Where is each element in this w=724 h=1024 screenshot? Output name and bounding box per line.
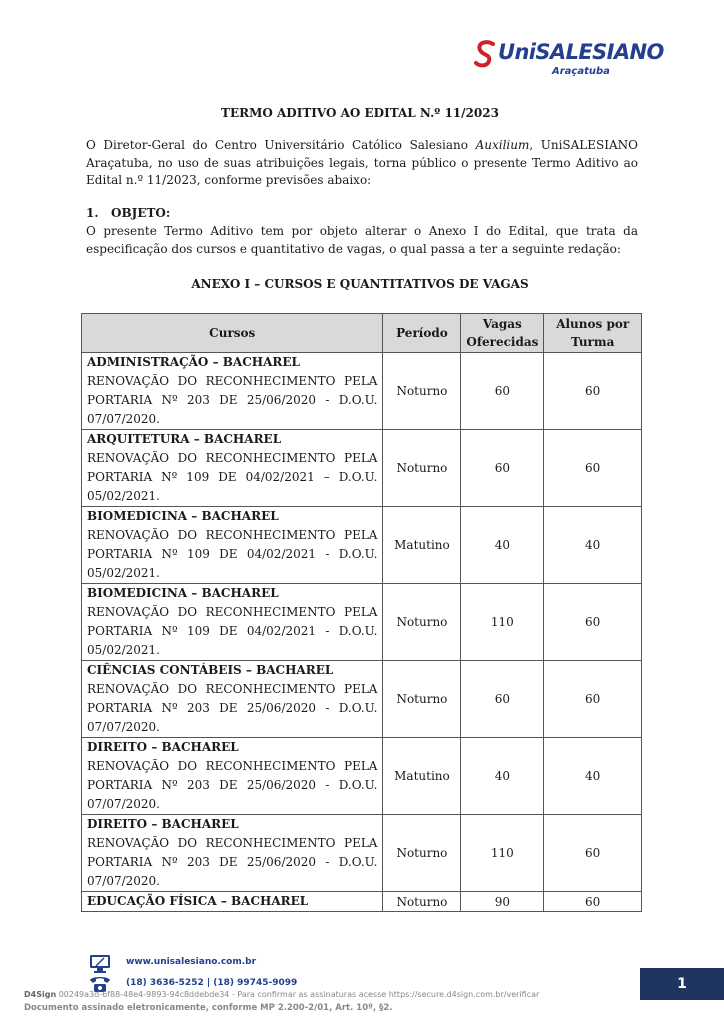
students-cell: 60 (544, 815, 642, 892)
section-1-text: O presente Termo Aditivo tem por objeto alterar o Anexo I do Edital, que trata da especificação dos cursos e quantitativo de vagas, o qual passa a ter a seguinte redação: (86, 224, 638, 256)
course-cell (82, 661, 383, 738)
header-vacancies: Vagas Oferecidas (461, 314, 544, 353)
section-1-heading: 1. OBJETO: (86, 206, 171, 220)
course-description: RENOVAÇÃO DO RECONHECIMENTO PELA PORTARIA Nº 109 DE 04/02/2021 - D.O.U. 05/02/2021. (87, 528, 378, 580)
header-period: Período (383, 314, 461, 353)
intro-text-1: O Diretor-Geral do Centro Universitário Católico Salesiano (86, 138, 476, 152)
period-cell: Noturno (383, 815, 461, 892)
intro-italic: Auxilium (475, 138, 530, 152)
table-row (82, 430, 642, 507)
footer-phones: (18) 3636-5252 | (18) 99745-9099 (126, 978, 298, 988)
monitor-icon (88, 954, 112, 974)
d4sign-legal-note: Documento assinado eletronicamente, conforme MP 2.200-2/01, Art. 10º, §2. (24, 1003, 393, 1013)
footer-website: www.unisalesiano.com.br (126, 957, 257, 967)
table-row (82, 815, 642, 892)
course-name: BIOMEDICINA – BACHAREL (87, 586, 279, 600)
document-title: TERMO ADITIVO AO EDITAL N.º 11/2023 (221, 106, 499, 120)
period-cell: Matutino (383, 738, 461, 815)
students-cell: 60 (544, 584, 642, 661)
vacancies-cell: 60 (461, 430, 544, 507)
logo-wordmark: UniSALESIANO (498, 40, 664, 64)
course-cell (82, 353, 383, 430)
course-cell (82, 430, 383, 507)
vacancies-cell: 40 (461, 738, 544, 815)
course-description: RENOVAÇÃO DO RECONHECIMENTO PELA PORTARIA Nº 203 DE 25/06/2020 - D.O.U. 07/07/2020. (87, 836, 378, 888)
vacancies-cell: 40 (461, 507, 544, 584)
header-courses: Cursos (82, 314, 383, 353)
course-name: DIREITO – BACHAREL (87, 817, 239, 831)
course-description: RENOVAÇÃO DO RECONHECIMENTO PELA PORTARIA Nº 109 DE 04/02/2021 - D.O.U. 05/02/2021. (87, 605, 378, 657)
students-cell: 60 (544, 353, 642, 430)
course-name: ARQUITETURA – BACHAREL (87, 432, 282, 446)
students-cell: 60 (544, 892, 642, 912)
annex-title: ANEXO I – CURSOS E QUANTITATIVOS DE VAGAS (191, 277, 529, 291)
period-cell: Noturno (383, 430, 461, 507)
intro-paragraph (86, 137, 638, 190)
header-students: Alunos por Turma (544, 314, 642, 353)
course-name: DIREITO – BACHAREL (87, 740, 239, 754)
page-number-badge: 1 (640, 968, 724, 1000)
students-cell: 60 (544, 661, 642, 738)
students-cell: 40 (544, 738, 642, 815)
unisalesiano-logo (474, 38, 664, 84)
vacancies-cell: 60 (461, 353, 544, 430)
vacancies-cell: 90 (461, 892, 544, 912)
course-description: RENOVAÇÃO DO RECONHECIMENTO PELA PORTARIA Nº 109 DE 04/02/2021 – D.O.U. 05/02/2021. (87, 451, 378, 503)
table-row (82, 661, 642, 738)
course-name: EDUCAÇÃO FÍSICA – BACHAREL (87, 894, 309, 908)
course-cell (82, 584, 383, 661)
courses-table (81, 313, 642, 912)
table-row (82, 584, 642, 661)
intro-text-2: , UniSALESIANO Araçatuba, no uso de suas atribuições legais, torna público o presente Termo Aditivo ao Edital n.º 11/2023, conforme previsões abaixo: (86, 138, 639, 188)
course-cell (82, 507, 383, 584)
vacancies-cell: 110 (461, 815, 544, 892)
course-cell (82, 892, 383, 912)
table-row (82, 353, 642, 430)
course-name: ADMINISTRAÇÃO – BACHAREL (87, 355, 300, 369)
course-description: RENOVAÇÃO DO RECONHECIMENTO PELA PORTARIA Nº 203 DE 25/06/2020 - D.O.U. 07/07/2020. (87, 759, 378, 811)
course-description: RENOVAÇÃO DO RECONHECIMENTO PELA PORTARIA Nº 203 DE 25/06/2020 - D.O.U. 07/07/2020. (87, 682, 378, 734)
students-cell: 40 (544, 507, 642, 584)
vacancies-cell: 110 (461, 584, 544, 661)
course-name: BIOMEDICINA – BACHAREL (87, 509, 279, 523)
salesiano-s-logo-icon (474, 40, 498, 70)
course-name: CIÊNCIAS CONTÁBEIS – BACHAREL (87, 663, 334, 677)
table-header-row (82, 314, 642, 353)
students-cell: 60 (544, 430, 642, 507)
d4sign-text: 00249a3d-6f88-48e4-9893-94c8ddebde34 - Para confirmar as assinaturas acesse https://secure.d4sign.com.br/verificar (58, 990, 540, 999)
d4sign-label: D4Sign (24, 990, 57, 999)
table-row (82, 892, 642, 912)
logo-city: Araçatuba (552, 66, 610, 77)
table-row (82, 507, 642, 584)
period-cell: Matutino (383, 507, 461, 584)
course-cell (82, 815, 383, 892)
period-cell: Noturno (383, 892, 461, 912)
vacancies-cell: 60 (461, 661, 544, 738)
table-row (82, 738, 642, 815)
period-cell: Noturno (383, 661, 461, 738)
period-cell: Noturno (383, 353, 461, 430)
d4sign-verification (24, 990, 539, 999)
course-cell (82, 738, 383, 815)
course-description: RENOVAÇÃO DO RECONHECIMENTO PELA PORTARIA Nº 203 DE 25/06/2020 - D.O.U. 07/07/2020. (87, 374, 378, 426)
period-cell: Noturno (383, 584, 461, 661)
